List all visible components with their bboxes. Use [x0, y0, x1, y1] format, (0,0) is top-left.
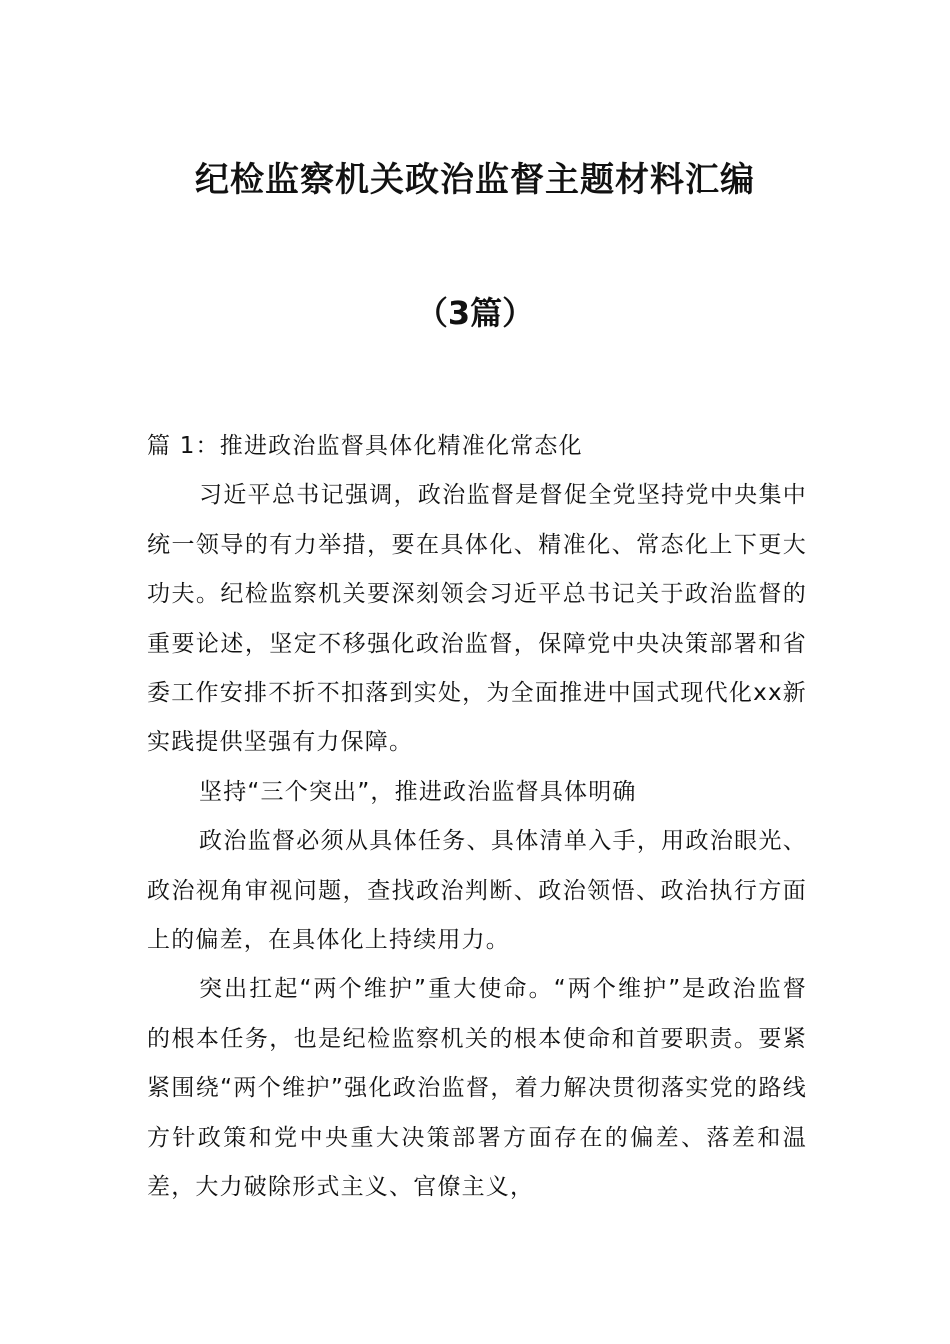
paragraph-1: 习近平总书记强调，政治监督是督促全党坚持党中央集中统一领导的有力举措，要在具体化、精准化、常态化上下更大功夫。纪检监察机关要深刻领会习近平总书记关于政治监督的重要论述，坚定不移强化政治监督，保障党中央决策部署和省委工作安排不折不扣落到实处，为全面推进中国式现代化xx新实践提供坚强有力保障。	[147, 482, 807, 756]
document-title: 纪检监察机关政治监督主题材料汇编	[195, 160, 755, 200]
paragraph-3: 政治监督必须从具体任务、具体清单入手，用政治眼光、政治视角审视问题，查找政治判断、政治领悟、政治执行方面上的偏差，在具体化上持续用力。	[147, 828, 807, 954]
section-heading: 篇 1：推进政治监督具体化精准化常态化	[147, 433, 583, 459]
document-subtitle: （3篇）	[415, 294, 535, 332]
paragraph-4: 突出扛起“两个维护”重大使命。“两个维护”是政治监督的根本任务，也是纪检监察机关的根本使命和首要职责。要紧紧围绕“两个维护”强化政治监督，着力解决贯彻落实党的路线方针政策和党中央重大决策部署方面存在的偏差、落差和温差，大力破除形式主义、官僚主义，	[147, 976, 807, 1201]
paragraph-2-subheading: 坚持“三个突出”，推进政治监督具体明确	[199, 778, 637, 805]
document-body	[147, 422, 807, 1213]
